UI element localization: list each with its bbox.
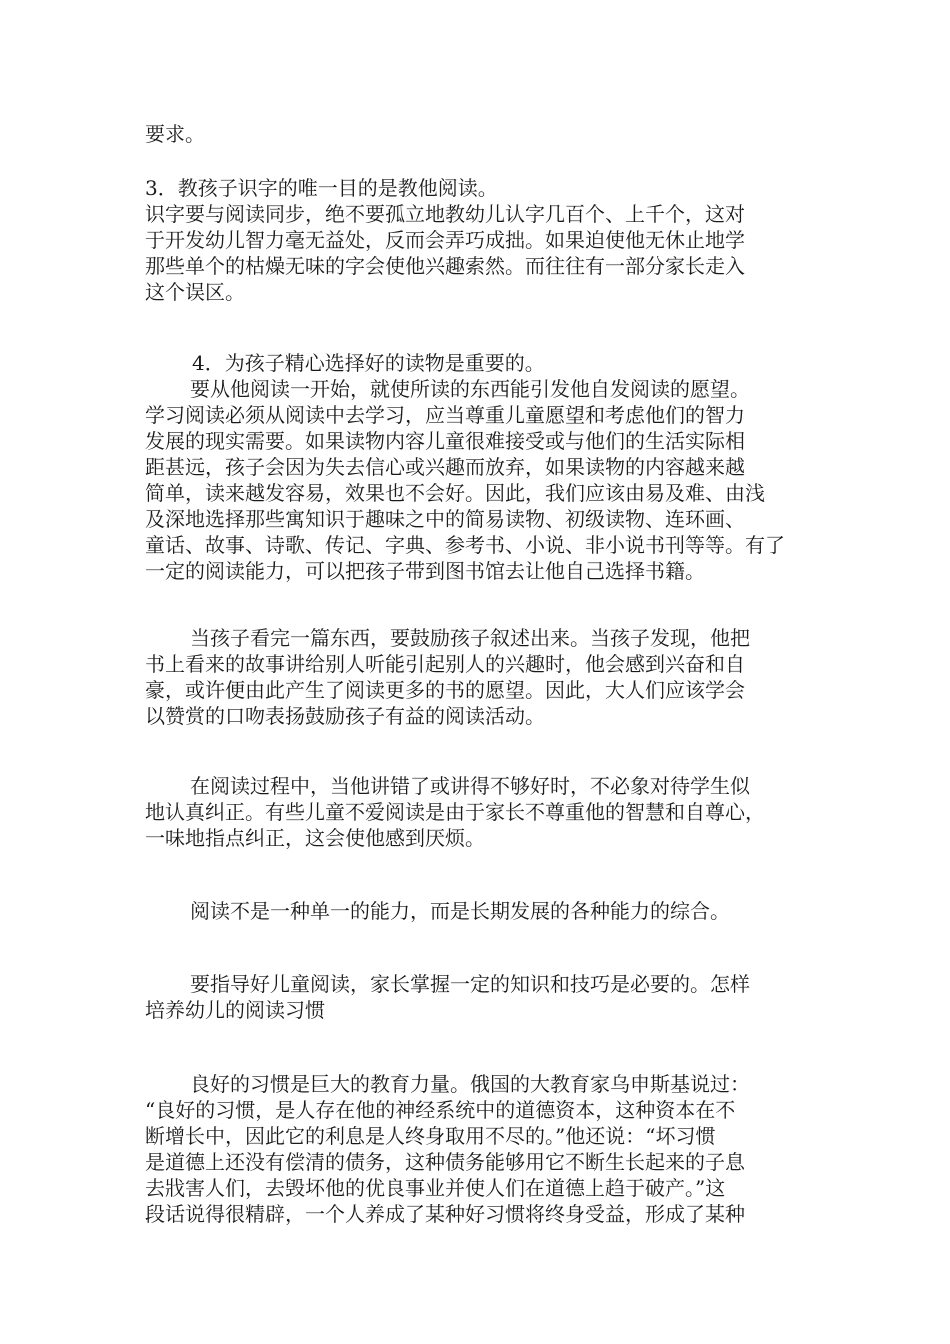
text-line: 学习阅读必须从阅读中去学习，应当尊重儿童愿望和考虑他们的智力 [145,403,745,427]
text-line: 简单，读来越发容易，效果也不会好。因此，我们应该由易及难、由浅 [145,481,765,505]
text-line: 在阅读过程中，当他讲错了或讲得不够好时，不必象对待学生似 [190,774,750,798]
text-line: 良好的习惯是巨大的教育力量。俄国的大教育家乌申斯基说过： [190,1072,750,1096]
text-line: 要从他阅读一开始，就使所读的东西能引发他自发阅读的愿望。 [190,377,750,401]
text-line: 一定的阅读能力，可以把孩子带到图书馆去让他自己选择书籍。 [145,559,705,583]
text-line: 发展的现实需要。如果读物内容儿童很难接受或与他们的生活实际相 [145,429,745,453]
text-line: 距甚远，孩子会因为失去信心或兴趣而放弃，如果读物的内容越来越 [145,455,745,479]
section-heading-3: 3．教孩子识字的唯一目的是教他阅读。 [145,176,498,200]
text-line: 当孩子看完一篇东西，要鼓励孩子叙述出来。当孩子发现，他把 [190,626,750,650]
text-line: 这个误区。 [145,280,245,304]
text-line: 于开发幼儿智力毫无益处，反而会弄巧成拙。如果迫使他无休止地学 [145,228,745,252]
text-line: 一味地指点纠正，这会使他感到厌烦。 [145,826,485,850]
text-line: 以赞赏的口吻表扬鼓励孩子有益的阅读活动。 [145,704,545,728]
text-line: 豪，或许便由此产生了阅读更多的书的愿望。因此，大人们应该学会 [145,678,745,702]
text-line: 地认真纠正。有些儿童不爱阅读是由于家长不尊重他的智慧和自尊心， [145,800,765,824]
text-line: 要求。 [145,122,205,146]
text-line: 断增长中，因此它的利息是人终身取用不尽的。”他还说：“坏习惯 [145,1124,716,1148]
text-line: 识字要与阅读同步，绝不要孤立地教幼儿认字几百个、上千个，这对 [145,202,745,226]
section-heading-4: 4．为孩子精心选择好的读物是重要的。 [192,351,545,375]
text-line: 段话说得很精辟，一个人养成了某种好习惯将终身受益，形成了某种 [145,1202,745,1226]
text-line: 阅读不是一种单一的能力，而是长期发展的各种能力的综合。 [190,899,730,923]
text-line: 童话、故事、诗歌、传记、字典、参考书、小说、非小说书刊等等。有了 [145,533,785,557]
text-line: 去戕害人们，去毁坏他的优良事业并使人们在道德上趋于破产。”这 [145,1176,726,1200]
text-line: “良好的习惯，是人存在他的神经系统中的道德资本，这种资本在不 [145,1098,736,1122]
text-line: 培养幼儿的阅读习惯 [145,998,325,1022]
text-line: 那些单个的枯燥无味的字会使他兴趣索然。而往往有一部分家长走入 [145,254,745,278]
text-line: 是道德上还没有偿清的债务，这种债务能够用它不断生长起来的子息 [145,1150,745,1174]
text-line: 书上看来的故事讲给别人听能引起别人的兴趣时，他会感到兴奋和自 [145,652,745,676]
text-line: 及深地选择那些寓知识于趣味之中的简易读物、初级读物、连环画、 [145,507,745,531]
text-line: 要指导好儿童阅读，家长掌握一定的知识和技巧是必要的。怎样 [190,972,750,996]
